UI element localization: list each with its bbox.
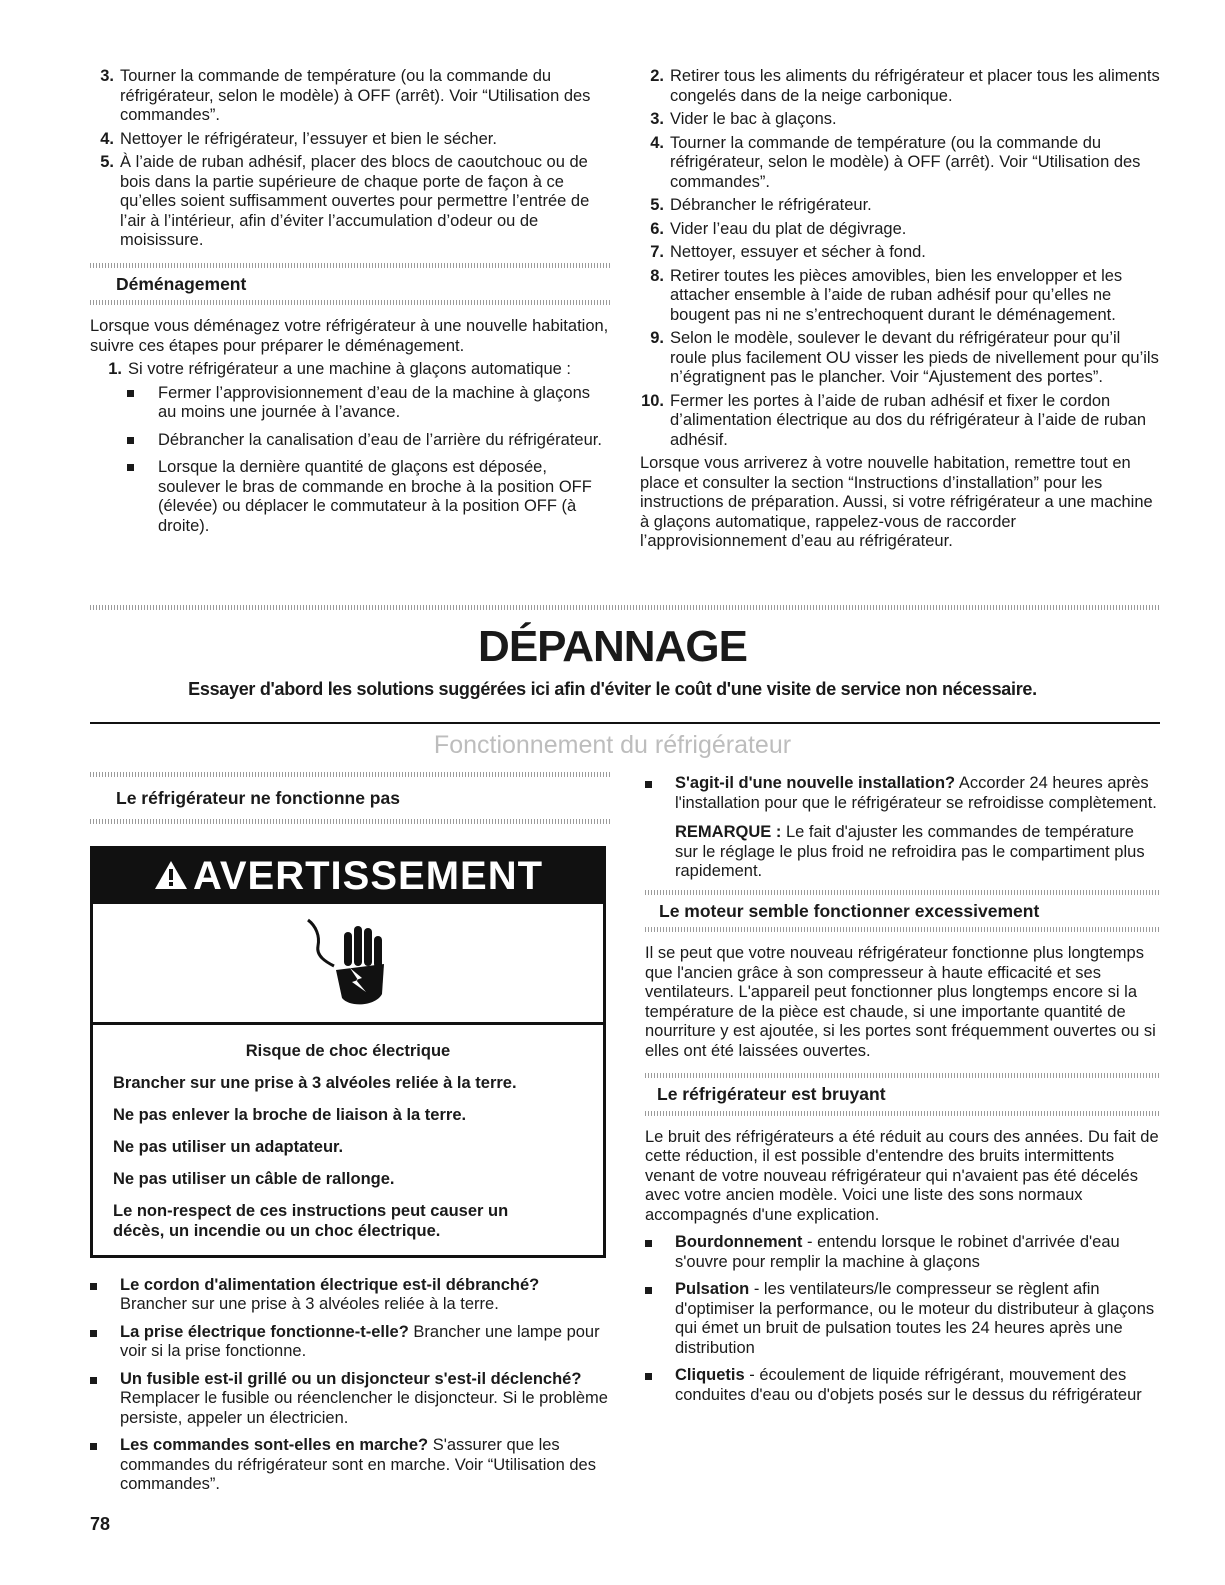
list-item: 3. Tourner la commande de température (ou la commande du réfrigérateur, selon le modèle) à OFF (arrêt). Voir “Utilisation des commandes”.: [100, 67, 591, 124]
divider: [645, 927, 1160, 932]
remark: REMARQUE : Le fait d'ajuster les commandes de température sur le réglage le plus froid ne refroidira pas le compartiment plus rapidement.: [675, 823, 1145, 880]
storage-steps: [90, 67, 610, 251]
section-divider: [90, 605, 1160, 610]
warning-line: Ne pas enlever la broche de liaison à la terre.: [113, 1105, 467, 1124]
category-heading: Fonctionnement du réfrigérateur: [433, 731, 792, 759]
list-item: Cliquetis - écoulement de liquide réfrigérant, mouvement des conduites d'eau ou d'objets posés sur le dessus du réfrigérateur: [645, 1366, 1160, 1405]
bullet-square-icon: [90, 1283, 97, 1290]
bullet-square-icon: [127, 464, 134, 471]
page-number: 78: [90, 1514, 111, 1534]
bullet-square-icon: [645, 781, 652, 788]
warning-header: AVERTISSEMENT: [90, 846, 606, 904]
warning-body: [90, 904, 606, 1258]
bullet-square-icon: [127, 437, 134, 444]
list-item: Le cordon d'alimentation électrique est-il débranché? Brancher sur une prise à 3 alvéoles reliée à la terre.: [90, 1276, 610, 1315]
list-item: 10. Fermer les portes à l’aide de ruban adhésif et fixer le cordon d’alimentation électrique au dos du réfrigérateur à l’aide de ruban adhésif.: [641, 391, 1147, 449]
list-item: 8. Retirer toutes les pièces amovibles, bien les envelopper et les attacher ensemble à l’aide de ruban adhésif pour qu’elles ne bougent pas ni ne s’entrechoquent durant le déménagement.: [650, 266, 1123, 324]
list-item: Fermer l’approvisionnement d’eau de la machine à glaçons au moins une journée à l’avance.: [98, 384, 610, 423]
warning-line: Ne pas utiliser un adaptateur.: [113, 1137, 344, 1156]
section-heading: Le moteur semble fonctionner excessivement: [659, 900, 1040, 921]
bullet-square-icon: [90, 1443, 97, 1450]
sub-list: [98, 384, 610, 537]
bullet-square-icon: [90, 1330, 97, 1337]
bullet-square-icon: [645, 1240, 652, 1247]
moving-intro: Lorsque vous déménagez votre réfrigérateur à une nouvelle habitation, suivre ces étapes pour préparer le déménagement.: [90, 317, 609, 355]
moving-steps-continued: [634, 67, 1160, 450]
warning-risk: Risque de choc électrique: [245, 1041, 451, 1060]
list-item: La prise électrique fonctionne-t-elle? Brancher une lampe pour voir si la prise fonctionne.: [90, 1323, 610, 1362]
list-item: 4. Tourner la commande de température (ou la commande du réfrigérateur, selon le modèle) à OFF (arrêt). Voir “Utilisation des commandes”.: [650, 133, 1141, 191]
warning-triangle-icon: [153, 859, 189, 891]
divider: [90, 300, 610, 305]
list-item: 1. Si votre réfrigérateur a une machine à glaçons automatique : Fermer l’approvisionnement d’eau de la machine à glaçons au moins une journée à l’avance. Débrancher la canalisation d’eau de l’arrière du réfrigérateur. Lorsque la dernière quantité de glaçons est déposée, soulever le bras de commande en broche à la position OFF (élevée) ou déplacer le commutateur à la position OFF (à droite).: [98, 360, 610, 536]
bullet-square-icon: [127, 390, 134, 397]
list-item: 5. À l’aide de ruban adhésif, placer des blocs de caoutchouc ou de bois dans la partie supérieure de chaque porte de façon à ce qu’elles soient suffisamment ouvertes pour permettre l’entrée de l’air à l’intérieur, afin d’éviter l’accumulation d’odeur ou de moisissure.: [100, 153, 590, 249]
list-item: 5. Débrancher le réfrigérateur.: [650, 196, 872, 214]
section-heading: Le réfrigérateur ne fonctionne pas: [116, 788, 400, 808]
noise-paragraph: Le bruit des réfrigérateurs a été réduit au cours des années. Du fait de cette réduction, il est possible d'entendre des bruits intermittents venant de votre nouveau réfrigérateur qui n'avaient pas été décelés avec votre ancien modèle. Voici une liste des sons normaux accompagnés d'une explication.: [645, 1127, 1159, 1224]
right-bottom-column: [645, 774, 1160, 1413]
list-item: Les commandes sont-elles en marche? S'assurer que les commandes du réfrigérateur sont en marche. Voir “Utilisation des commandes”.: [90, 1436, 610, 1495]
list-item: 7. Nettoyer, essuyer et sécher à fond.: [650, 243, 926, 261]
install-list: [645, 774, 1160, 882]
warning-line: Ne pas utiliser un câble de rallonge.: [113, 1169, 395, 1188]
electric-shock-hand-icon: [306, 914, 396, 1014]
list-item: Débrancher la canalisation d’eau de l’arrière du réfrigérateur.: [98, 431, 610, 451]
warning-icon-area: [93, 904, 603, 1025]
section-heading: Déménagement: [116, 273, 247, 294]
section-heading: Le réfrigérateur est bruyant: [657, 1084, 886, 1104]
list-item: Bourdonnement - entendu lorsque le robinet d'arrivée d'eau s'ouvre pour remplir la machine à glaçons: [645, 1233, 1160, 1272]
left-bottom-column: [90, 772, 610, 1503]
troubleshoot-list: [90, 1276, 610, 1495]
list-item: 2. Retirer tous les aliments du réfrigérateur et placer tous les aliments congelés dans de la neige carbonique.: [650, 67, 1160, 105]
list-item: 4. Nettoyer le réfrigérateur, l’essuyer et bien le sécher.: [100, 129, 497, 148]
list-item: Pulsation - les ventilateurs/le compresseur se règlent afin d'optimiser la performance, ou le moteur du distributeur à glaçons qui émet un bruit de pulsation toutes les 24 heures après une distribution: [645, 1280, 1160, 1358]
bullet-square-icon: [645, 1373, 652, 1380]
page-subtitle: Essayer d'abord les solutions suggérées ici afin d'éviter le coût d'une visite de service non nécessaire.: [188, 679, 1037, 699]
list-item: 6. Vider l’eau du plat de dégivrage.: [650, 219, 907, 238]
left-top-column: [90, 67, 610, 544]
warning-line: Brancher sur une prise à 3 alvéoles reliée à la terre.: [113, 1073, 517, 1092]
sounds-list: [645, 1233, 1160, 1405]
title-rule: [90, 722, 1160, 724]
bullet-square-icon: [90, 1377, 97, 1384]
warning-consequence: Le non-respect de ces instructions peut causer un décès, un incendie ou un choc électrique.: [113, 1201, 509, 1240]
divider: [645, 1111, 1160, 1116]
motor-paragraph: Il se peut que votre nouveau réfrigérateur fonctionne plus longtemps que l'ancien grâce à son compresseur à haute efficacité et ses ventilateurs. L'appareil peut fonctionner plus longtemps encore si la température de la pièce est chaude, si une importante quantité de nourriture y est ajoutée, si les portes sont fréquemment ouvertes ou si elles ont été laissées ouvertes.: [645, 944, 1156, 1060]
list-item: 3. Vider le bac à glaçons.: [650, 110, 837, 128]
list-item: Lorsque la dernière quantité de glaçons est déposée, soulever le bras de commande en broche à la position OFF (élevée) ou déplacer le commutateur à la position OFF (à droite).: [98, 458, 610, 536]
list-item: S'agit-il d'une nouvelle installation? Accorder 24 heures après l'installation pour que le réfrigérateur se refroidisse complètement. REMARQUE : Le fait d'ajuster les commandes de température sur le réglage le plus froid ne refroidira pas le compartiment plus rapidement.: [645, 774, 1160, 882]
page-title: DÉPANNAGE: [478, 622, 747, 671]
list-item: 9. Selon le modèle, soulever le devant du réfrigérateur pour qu’il roule plus facilement OU visser les pieds de nivellement pour qu’ils n’égratignent pas le plancher. Voir “Ajustement des portes”.: [650, 329, 1159, 386]
warning-text: [93, 1025, 603, 1255]
moving-outro: Lorsque vous arriverez à votre nouvelle habitation, remettre tout en place et consulter la section “Instructions d’installation” pour les instructions de préparation. Aussi, si votre réfrigérateur a une machine à glaçons automatique, rappelez-vous de raccorder l’approvisionnement d’eau au réfrigérateur.: [640, 454, 1153, 550]
divider: [90, 819, 610, 824]
moving-steps: [98, 360, 610, 536]
list-item: Un fusible est-il grillé ou un disjoncteur s'est-il déclenché? Remplacer le fusible ou réenclencher le disjoncteur. Si le problème persiste, appeler un électricien.: [90, 1370, 610, 1429]
warning-box: [90, 846, 606, 1258]
right-top-column: [640, 67, 1160, 552]
bullet-square-icon: [645, 1287, 652, 1294]
